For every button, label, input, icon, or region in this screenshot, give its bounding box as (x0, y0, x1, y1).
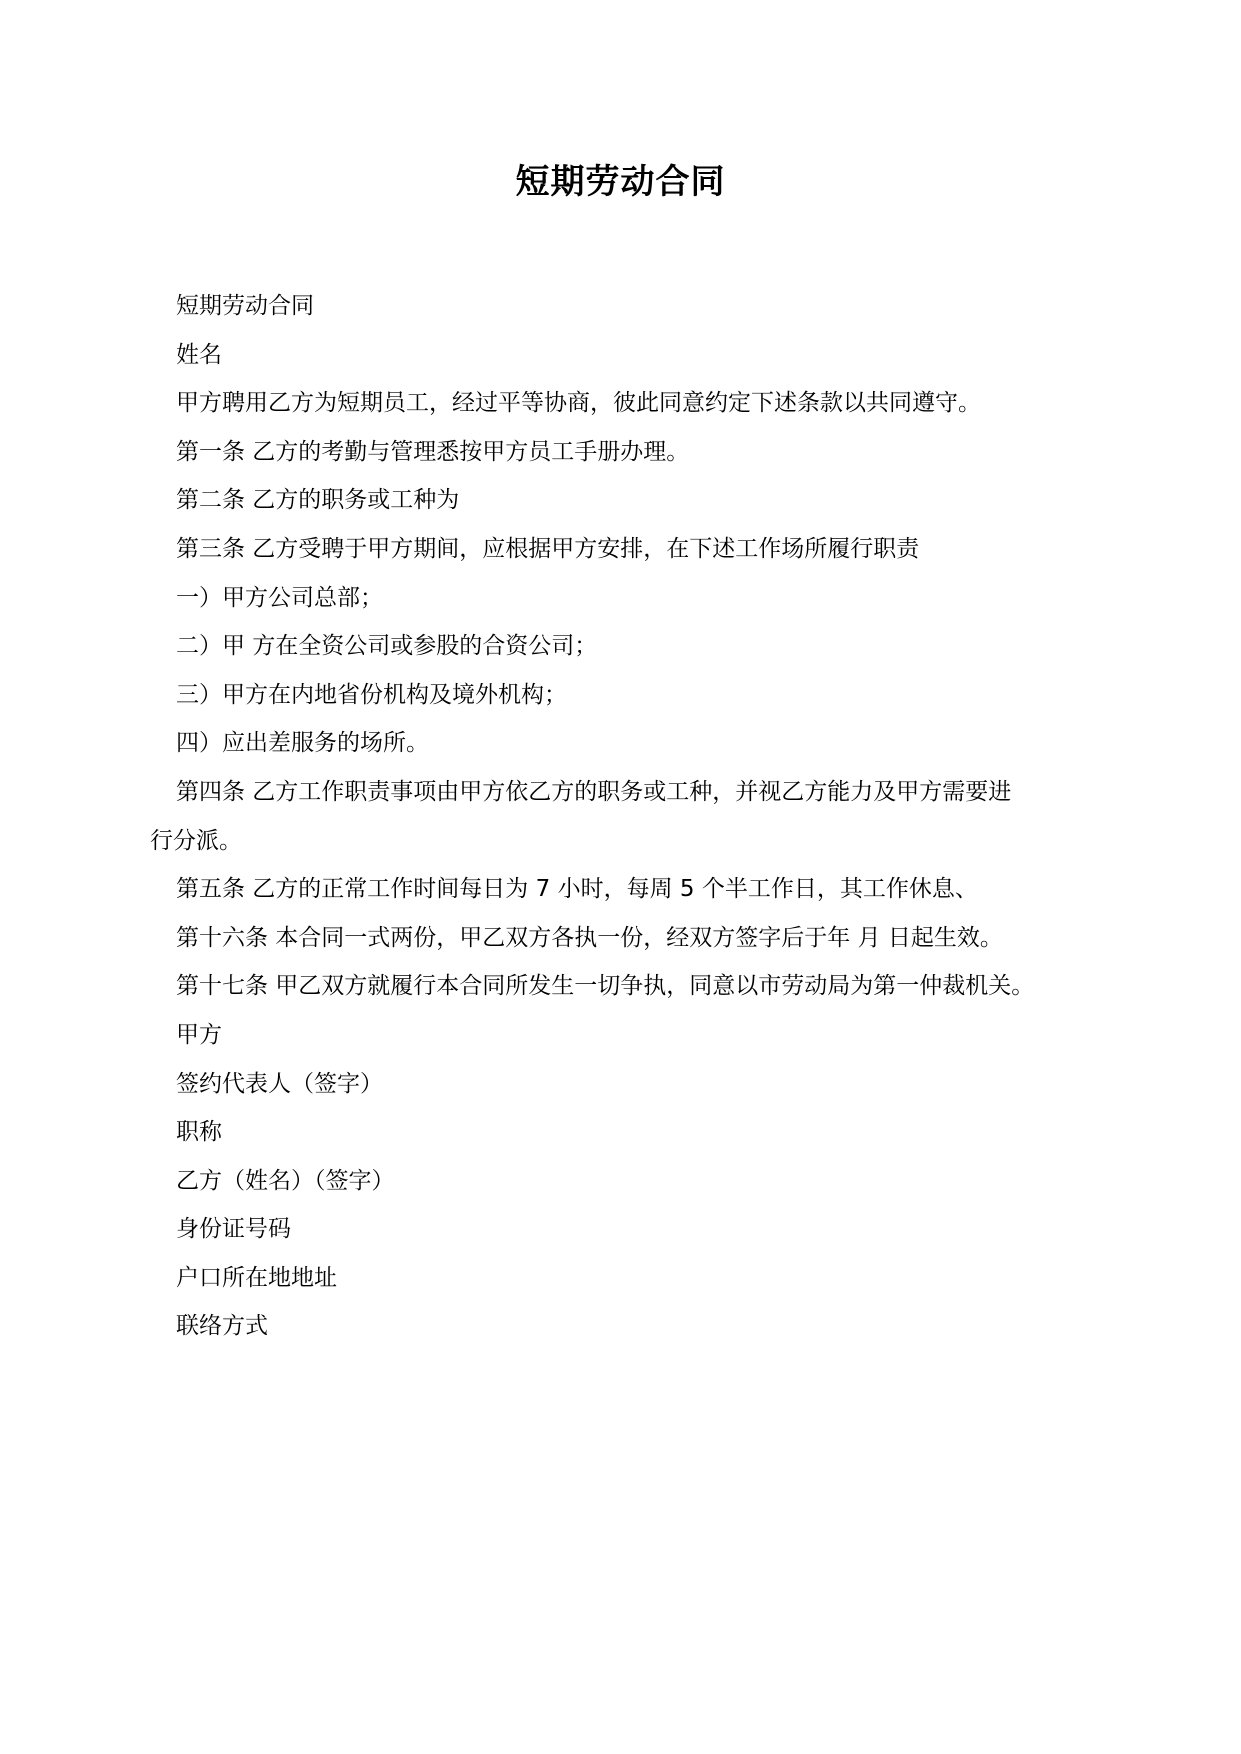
body-line: 甲方 (176, 1021, 222, 1048)
body-line: 乙方（姓名）（签字） (176, 1167, 395, 1194)
body-line-continuation: 行分派。 (150, 827, 242, 854)
body-line: 第三条 乙方受聘于甲方期间，应根据甲方安排，在下述工作场所履行职责 (176, 535, 920, 562)
body-line: 甲方聘用乙方为短期员工，经过平等协商，彼此同意约定下述条款以共同遵守。 (176, 390, 981, 417)
body-line: 四）应出差服务的场所。 (176, 730, 429, 757)
body-line: 三）甲方在内地省份机构及境外机构； (176, 681, 567, 708)
body-line: 短期劳动合同 (176, 293, 314, 319)
body-line: 第十七条 甲乙双方就履行本合同所发生一切争执，同意以市劳动局为第一仲裁机关。 (176, 973, 1035, 1000)
body-line: 第四条 乙方工作职责事项由甲方依乙方的职务或工种，并视乙方能力及甲方需要进 (176, 778, 1012, 805)
body-line: 第二条 乙方的职务或工种为 (176, 487, 460, 514)
body-line: 第五条 乙方的正常工作时间每日为 7 小时，每周 5 个半工作日，其工作休息、 (176, 876, 978, 903)
body-line: 户口所在地地址 (176, 1264, 337, 1291)
document-title: 短期劳动合同 (515, 162, 726, 202)
body-line: 姓名 (176, 341, 222, 368)
body-line: 身份证号码 (176, 1216, 291, 1243)
document-body (150, 282, 1110, 1351)
body-line: 二）甲 方在全资公司或参股的合资公司； (176, 633, 598, 660)
body-line: 联络方式 (176, 1313, 268, 1340)
body-line: 第一条 乙方的考勤与管理悉按甲方员工手册办理。 (176, 438, 690, 465)
body-line: 第十六条 本合同一式两份，甲乙双方各执一份，经双方签字后于年 月 日起生效。 (176, 924, 1003, 951)
body-line: 一）甲方公司总部； (176, 584, 383, 611)
body-line: 职称 (176, 1119, 222, 1146)
body-line: 签约代表人（签字） (176, 1070, 383, 1097)
